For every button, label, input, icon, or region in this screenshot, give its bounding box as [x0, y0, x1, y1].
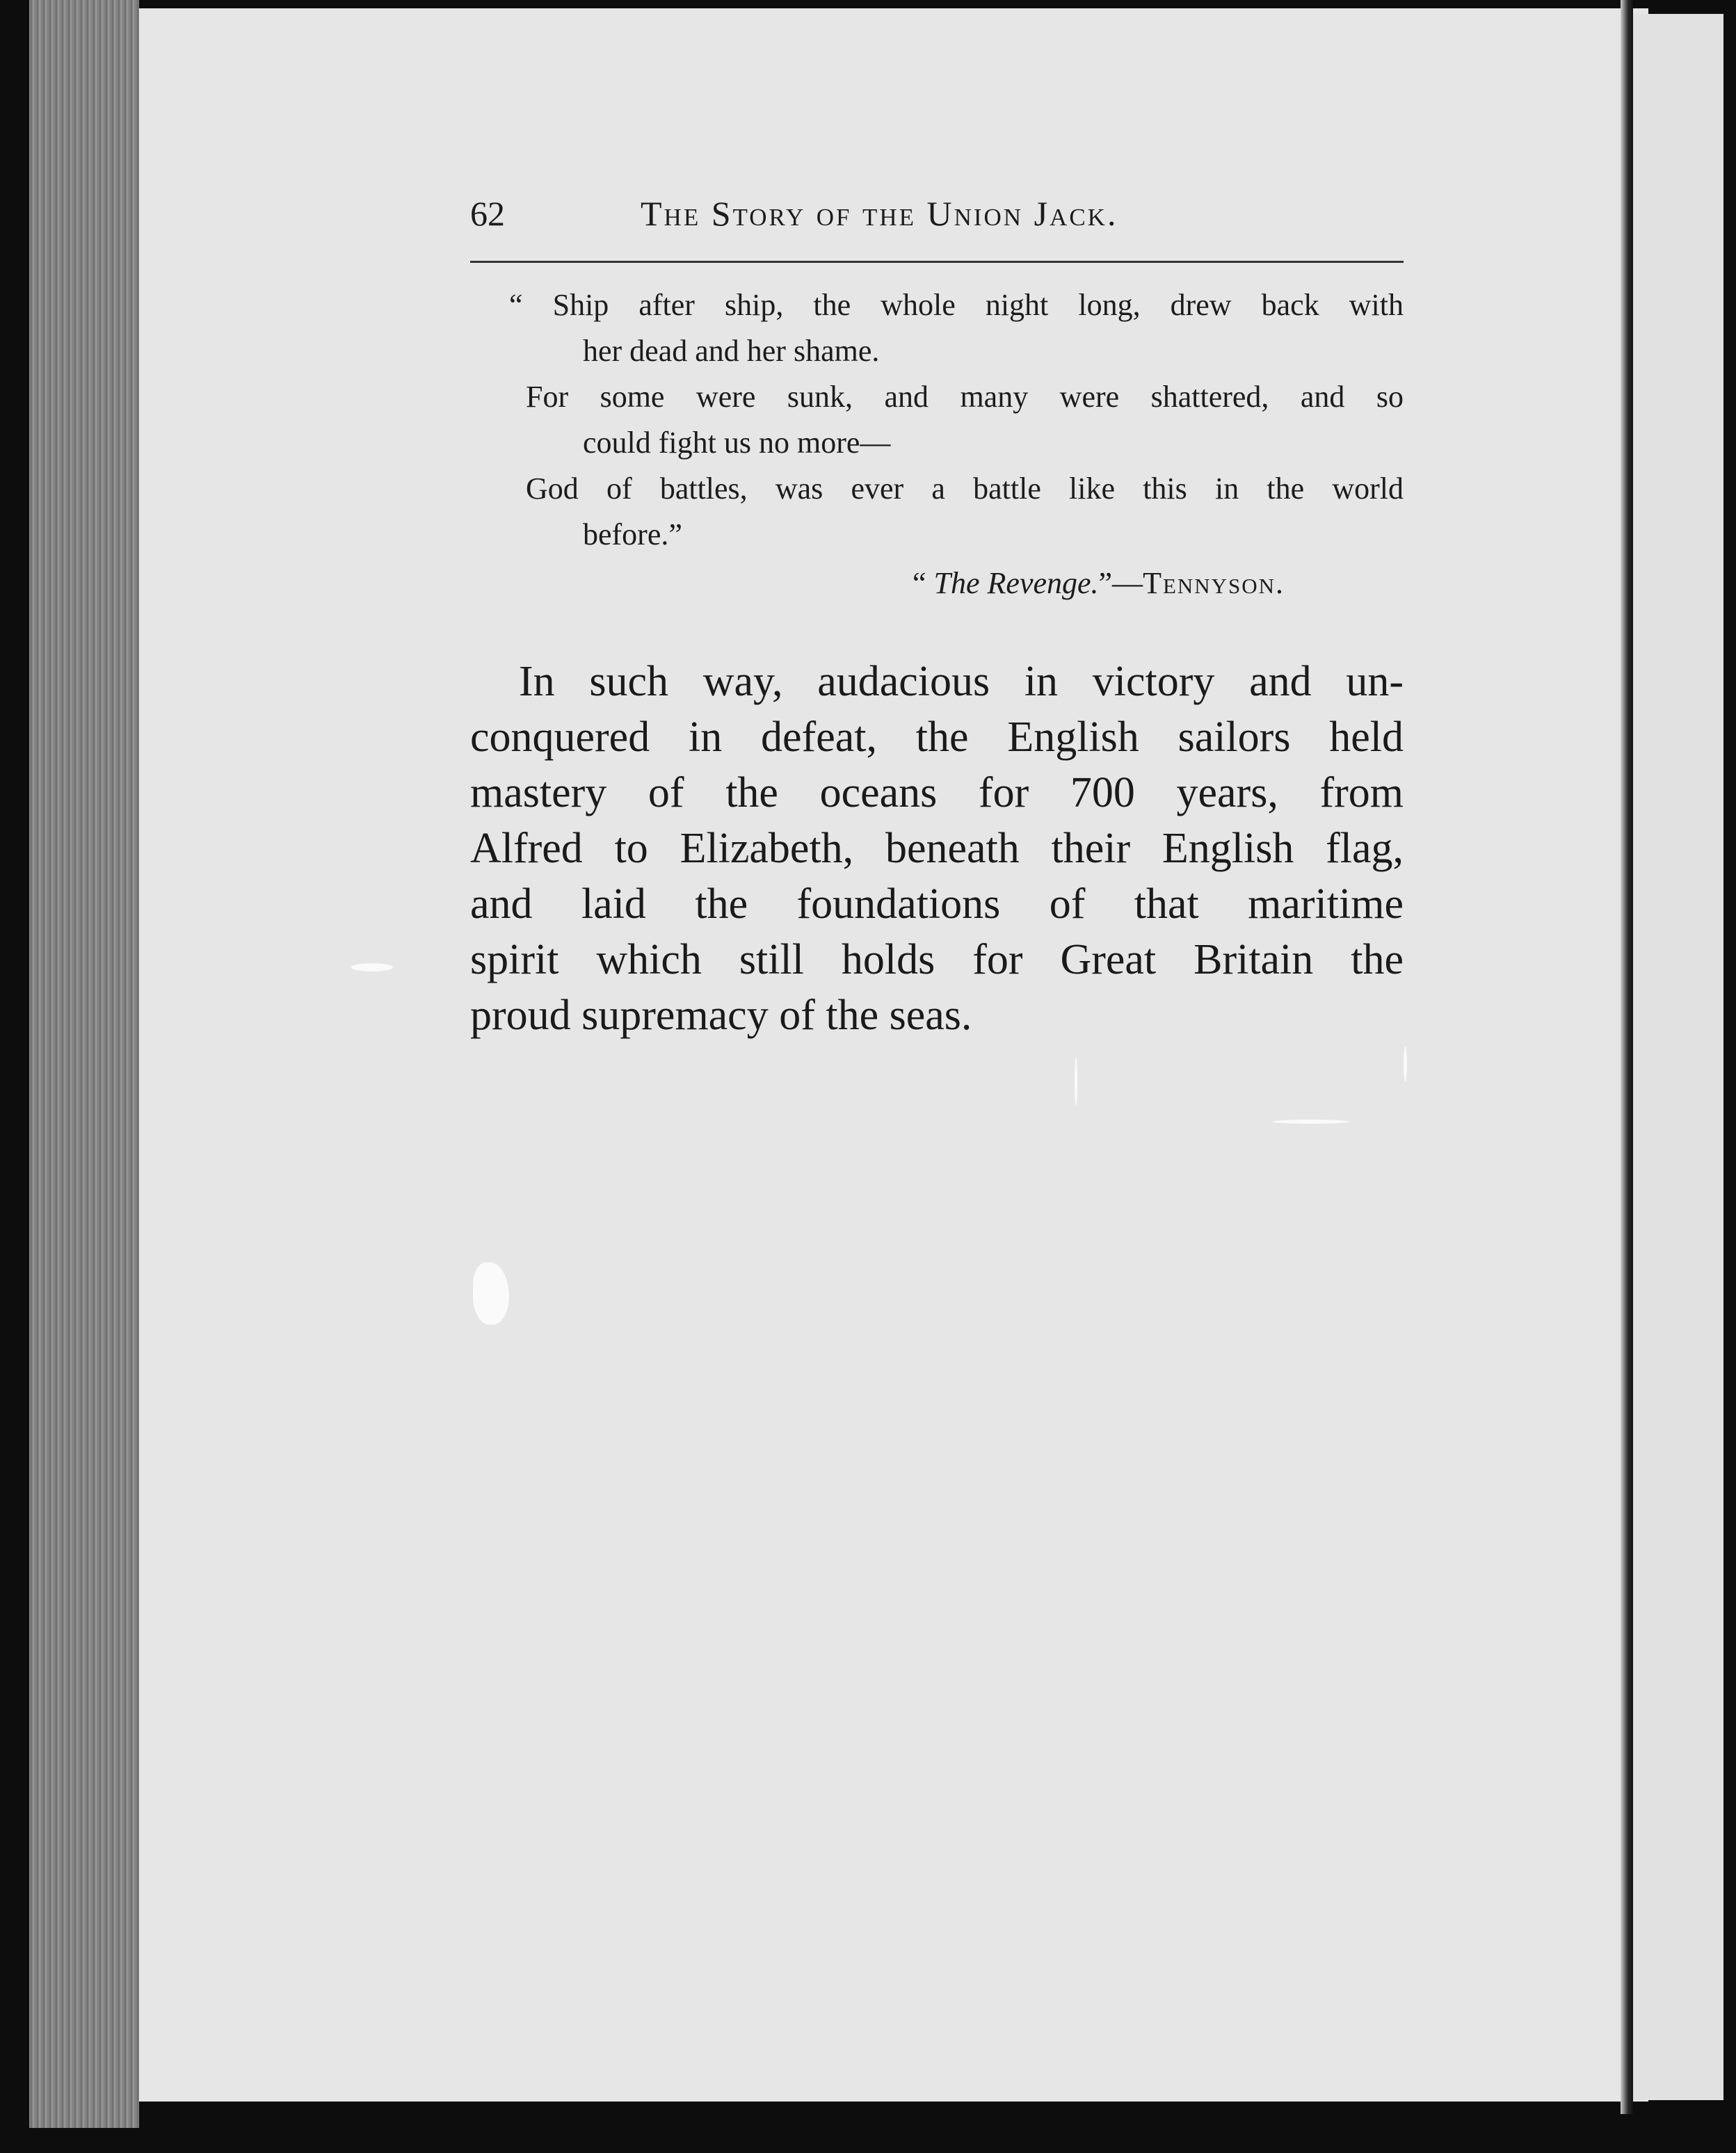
- paragraph-line: In such way, audacious in victory and un-: [519, 658, 1404, 705]
- attribution-title: The Revenge.: [933, 566, 1099, 600]
- scan-speck: [1273, 1120, 1349, 1124]
- paragraph-line: spirit which still holds for Great Britain the: [470, 936, 1404, 983]
- attribution-author: Tennyson.: [1143, 566, 1285, 600]
- quote-line: “ Ship after ship, the whole night long, drew back with: [509, 288, 1404, 322]
- header-rule: [470, 261, 1404, 263]
- paragraph-line: conquered in defeat, the English sailors held: [470, 713, 1404, 761]
- paragraph-line: Alfred to Elizabeth, beneath their English flag,: [470, 825, 1404, 872]
- quote-attribution: [913, 561, 1285, 606]
- scan-speck: [1404, 1047, 1407, 1081]
- attribution-dash: ”—: [1098, 566, 1143, 600]
- paragraph-line: mastery of the oceans for 700 years, from: [470, 769, 1404, 816]
- quote-line: before.”: [583, 517, 682, 551]
- paragraph-line: and laid the foundations of that maritime: [470, 880, 1404, 928]
- running-head: [470, 193, 1404, 249]
- adjacent-page-edge: [1633, 14, 1723, 2100]
- quote-line: For some were sunk, and many were shattered, and so: [526, 380, 1404, 414]
- quote-line: could fight us no more—: [583, 426, 891, 460]
- page-number: 62: [470, 194, 505, 233]
- running-title: The Story of the Union Jack.: [641, 194, 1118, 233]
- quote-line: her dead and her shame.: [583, 334, 880, 368]
- scan-speck: [1075, 1057, 1077, 1106]
- quote-line: God of battles, was ever a battle like this in the world: [526, 471, 1404, 506]
- page-edges: [29, 0, 139, 2128]
- book-gutter: [1621, 0, 1633, 2114]
- attribution-open-quote: “: [913, 566, 934, 600]
- scan-speck: [351, 963, 393, 971]
- paragraph-line: proud supremacy of the seas.: [470, 992, 972, 1039]
